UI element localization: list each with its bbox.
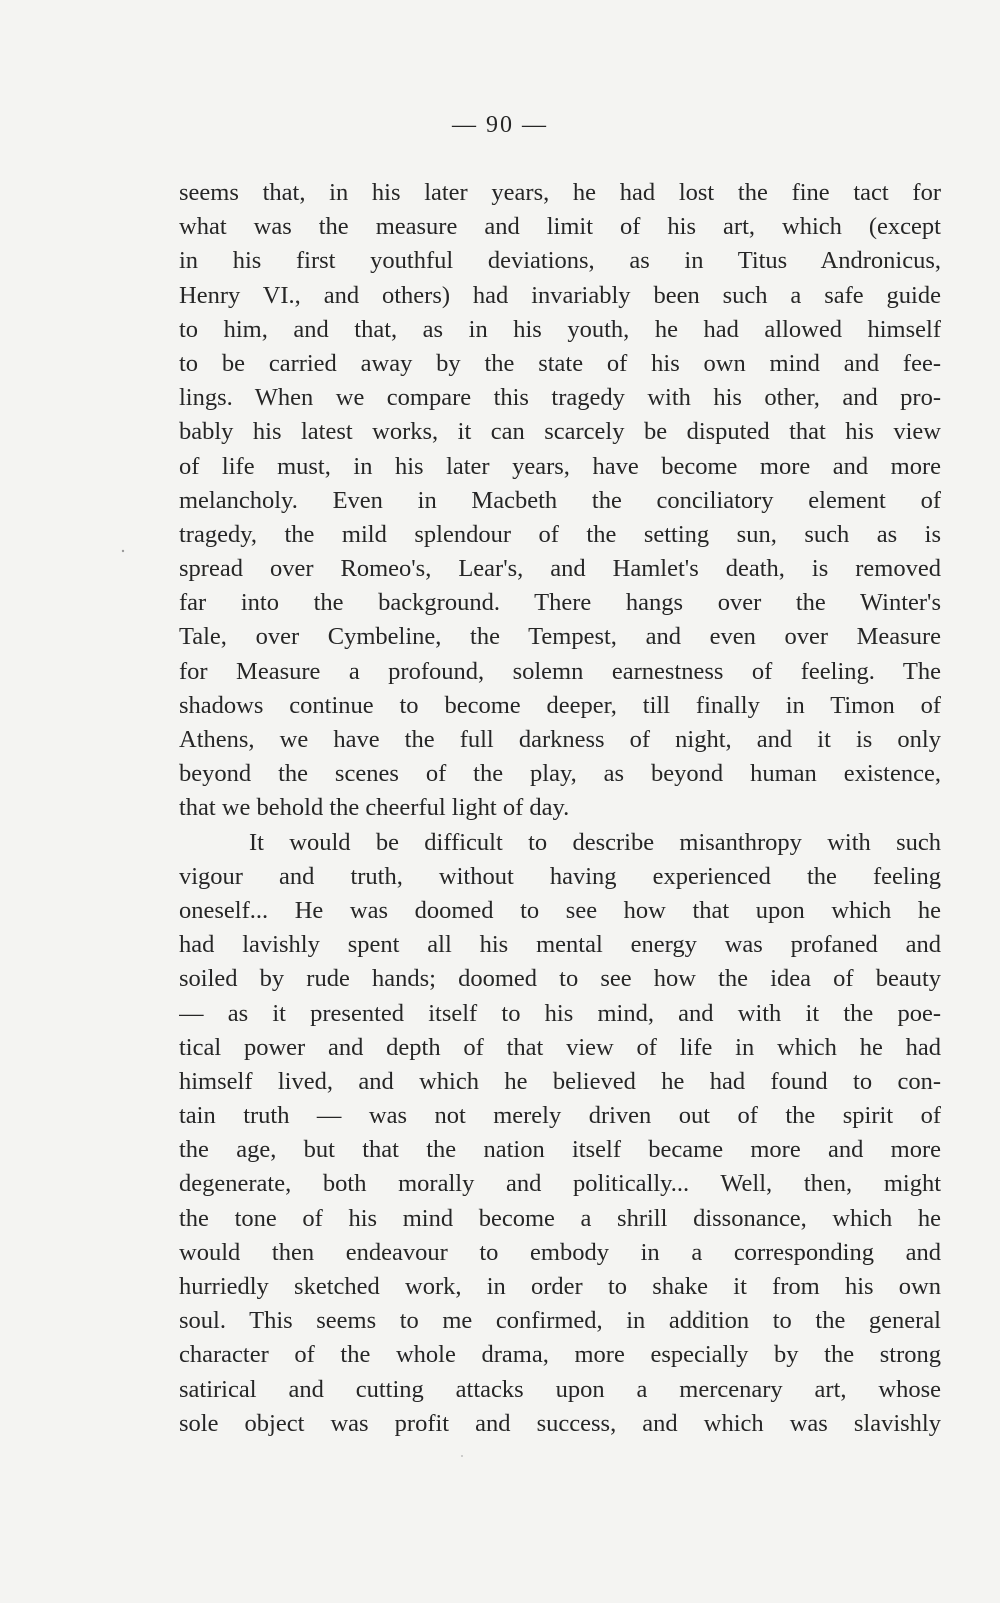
body-text bbox=[179, 176, 941, 1441]
text-line: what was the measure and limit of his art, which (except bbox=[179, 213, 941, 241]
text-line: in his first youthful deviations, as in Titus Andronicus, bbox=[179, 247, 941, 275]
text-line: of life must, in his later years, have become more and more bbox=[179, 452, 941, 480]
text-line: soul. This seems to me confirmed, in addition to the general bbox=[179, 1307, 941, 1335]
text-line: vigour and truth, without having experienced the feeling bbox=[179, 862, 941, 890]
text-line: tain truth — was not merely driven out of the spirit of bbox=[179, 1102, 941, 1130]
text-line: beyond the scenes of the play, as beyond human existence, bbox=[179, 760, 941, 788]
text-line: — as it presented itself to his mind, and with it the poe- bbox=[179, 999, 941, 1027]
text-line: Athens, we have the full darkness of night, and it is only bbox=[179, 726, 941, 753]
text-line: spread over Romeo's, Lear's, and Hamlet's death, is removed bbox=[179, 555, 941, 583]
text-line: to him, and that, as in his youth, he had allowed himself bbox=[179, 315, 941, 343]
text-line: lings. When we compare this tragedy with his other, and pro- bbox=[179, 384, 941, 412]
text-line: tical power and depth of that view of life in which he had bbox=[179, 1033, 941, 1061]
text-line: Tale, over Cymbeline, the Tempest, and even over Measure bbox=[179, 623, 941, 651]
text-line: tragedy, the mild splendour of the setting sun, such as is bbox=[179, 520, 941, 548]
text-line: seems that, in his later years, he had lost the fine tact for bbox=[179, 179, 941, 206]
text-line: melancholy. Even in Macbeth the conciliatory element of bbox=[179, 486, 941, 514]
text-line: character of the whole drama, more especially by the strong bbox=[179, 1341, 941, 1369]
text-line: degenerate, both morally and politically... Well, then, might bbox=[179, 1170, 941, 1198]
paragraph-end-line: that we behold the cheerful light of day. bbox=[179, 794, 570, 822]
page-number: — 90 — bbox=[452, 112, 548, 138]
text-line: the age, but that the nation itself became more and more bbox=[179, 1136, 941, 1164]
text-line: to be carried away by the state of his own mind and fee- bbox=[179, 349, 941, 377]
text-line: Henry VI., and others) had invariably been such a safe guide bbox=[179, 281, 941, 309]
text-line: shadows continue to become deeper, till finally in Timon of bbox=[179, 691, 941, 719]
text-line: oneself... He was doomed to see how that upon which he bbox=[179, 896, 941, 924]
text-line: the tone of his mind become a shrill dissonance, which he bbox=[179, 1204, 941, 1232]
text-line: sole object was profit and success, and which was slavishly bbox=[179, 1409, 941, 1437]
text-line: hurriedly sketched work, in order to shake it from his own bbox=[179, 1273, 941, 1300]
paper-speck bbox=[461, 1455, 463, 1457]
text-line: soiled by rude hands; doomed to see how the idea of beauty bbox=[179, 965, 941, 993]
text-line: would then endeavour to embody in a corresponding and bbox=[179, 1238, 941, 1266]
text-line: satirical and cutting attacks upon a mercenary art, whose bbox=[179, 1375, 941, 1403]
text-line: had lavishly spent all his mental energy was profaned and bbox=[179, 931, 941, 959]
text-line: for Measure a profound, solemn earnestness of feeling. The bbox=[179, 657, 941, 685]
text-line: bably his latest works, it can scarcely be disputed that his view bbox=[179, 418, 941, 446]
text-line: himself lived, and which he believed he had found to con- bbox=[179, 1067, 941, 1095]
text-line: far into the background. There hangs over the Winter's bbox=[179, 589, 941, 617]
paper-speck bbox=[122, 550, 124, 552]
paragraph-start-line: It would be difficult to describe misanthropy with such bbox=[249, 828, 941, 856]
